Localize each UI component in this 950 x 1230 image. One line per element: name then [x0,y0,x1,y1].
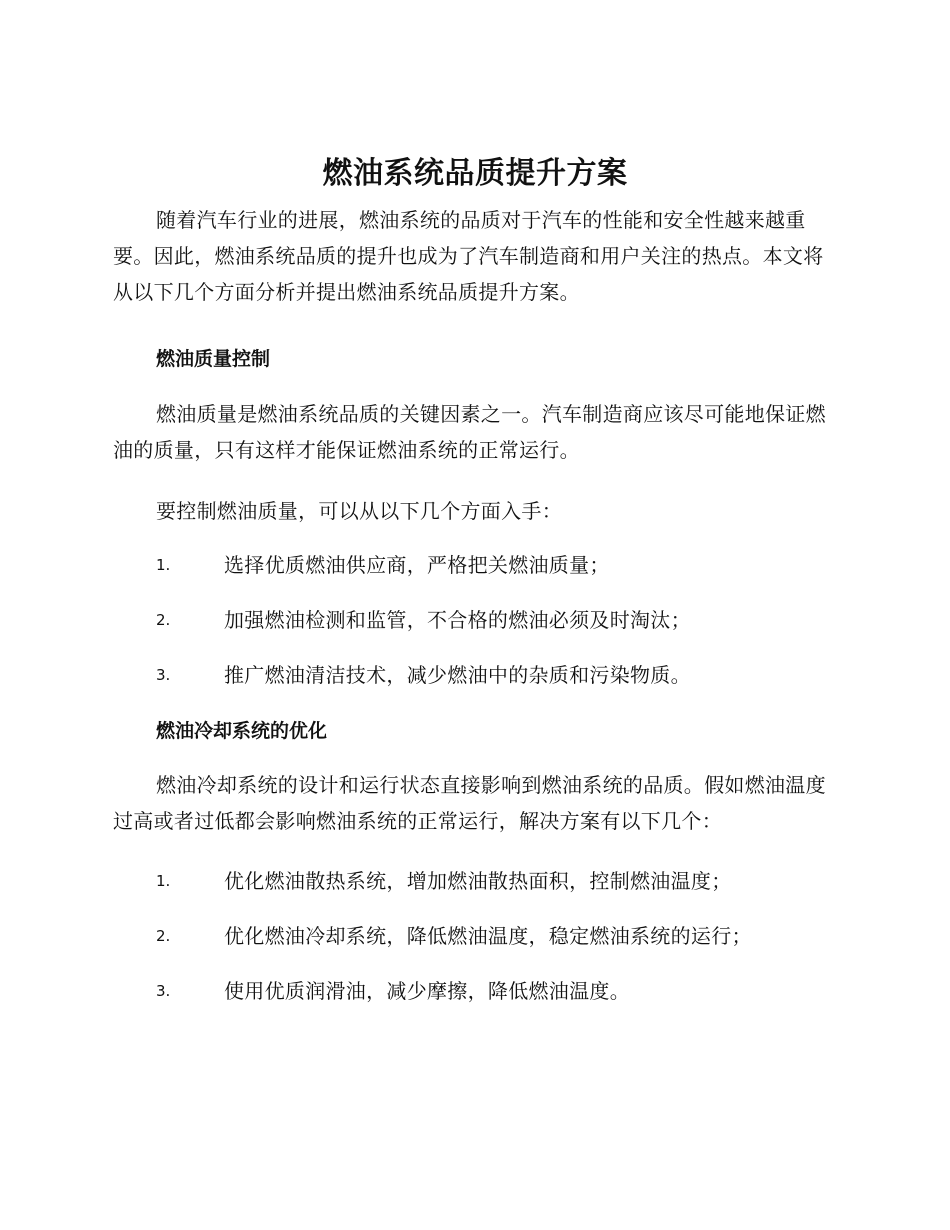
section-1-paragraph-1: 燃油质量是燃油系统品质的关键因素之一。汽车制造商应该尽可能地保证燃油的质量，只有这样才能保证燃油系统的正常运行。 [113,402,826,462]
list-number: 2. [156,927,171,945]
list-text: 推广燃油清洁技术，减少燃油中的杂质和污染物质。 [224,663,691,687]
intro-paragraph: 随着汽车行业的进展，燃油系统的品质对于汽车的性能和安全性越来越重要。因此，燃油系统品质的提升也成为了汽车制造商和用户关注的热点。本文将从以下几个方面分析并提出燃油系统品质提升方案。 [113,208,824,304]
page-title: 燃油系统品质提升方案 [322,156,628,191]
list-number: 1. [156,556,171,574]
section-heading-fuel-quality: 燃油质量控制 [156,348,271,370]
list-item [156,603,846,637]
list-text: 选择优质燃油供应商，严格把关燃油质量； [224,553,610,577]
list-item [156,658,846,692]
list-number: 3. [156,982,171,1000]
list-text: 加强燃油检测和监管，不合格的燃油必须及时淘汰； [224,608,691,632]
list-number: 2. [156,611,171,629]
list-number: 1. [156,872,171,890]
list-number: 3. [156,666,171,684]
list-text: 优化燃油冷却系统，降低燃油温度，稳定燃油系统的运行； [224,924,752,948]
list-text: 使用优质润滑油，减少摩擦，降低燃油温度。 [224,979,630,1003]
list-item [156,919,846,953]
list-item [156,864,846,898]
section-heading-cooling-optimization: 燃油冷却系统的优化 [156,720,328,742]
list-item [156,974,846,1008]
section-1-paragraph-2: 要控制燃油质量，可以从以下几个方面入手： [156,499,562,523]
section-2-paragraph-1: 燃油冷却系统的设计和运行状态直接影响到燃油系统的品质。假如燃油温度过高或者过低都会影响燃油系统的正常运行，解决方案有以下几个： [113,773,826,833]
list-item [156,548,846,582]
list-text: 优化燃油散热系统，增加燃油散热面积，控制燃油温度； [224,869,732,893]
